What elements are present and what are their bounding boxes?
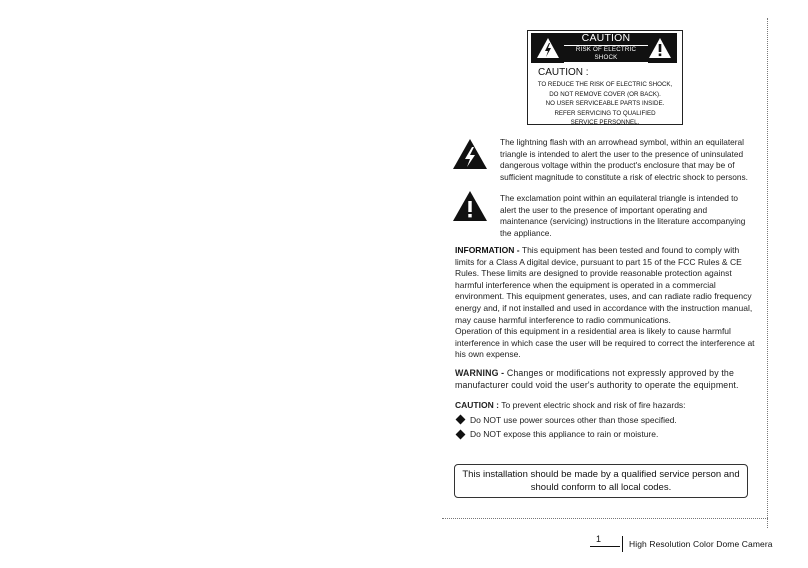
caution-label-text-line: TO REDUCE THE RISK OF ELECTRIC SHOCK,	[537, 81, 673, 88]
information-body: This equipment has been tested and found to comply with limits for a Class A digital device, pursuant to part 15 of the FCC Rules & CE Rules. These limits are designed to provide reasonable protection against harmful interference when the equipment is operated in a commercial environment. This equipment generates, uses, and can radiate radio frequency energy and, if not installed and used in accordance with the instruction manual, may cause harmful interference to radio communications.	[455, 245, 753, 325]
lightning-triangle-icon	[452, 138, 488, 170]
exclamation-symbol-description: The exclamation point within an equilateral triangle is intended to alert the user to the presence of important operating and maintenance (servicing) instructions in the literature accompanying the appliance.	[500, 193, 746, 238]
diamond-bullet-icon	[456, 415, 466, 425]
caution-bullet	[455, 413, 755, 428]
bottom-dotted-line	[442, 518, 768, 519]
diamond-bullet-icon	[456, 429, 466, 439]
footer-title: High Resolution Color Dome Camera	[629, 539, 773, 549]
lightning-triangle-icon	[536, 37, 560, 59]
caution-label-header-text: CAUTION	[581, 32, 631, 44]
warning-body: Changes or modifications not expressly approved by the manufacturer could void the user's authority to operate the equipment.	[455, 368, 739, 391]
caution-bullet-text: Do NOT use power sources other than those specified.	[470, 414, 677, 425]
caution-label-text-line: REFER SERVICING TO QUALIFIED	[554, 109, 656, 117]
caution-label-title: CAUTION :	[538, 67, 589, 78]
lightning-symbol-description: The lightning flash with an arrowhead symbol, within an equilateral triangle is intended to alert the user to the presence of uninsulated dangerous voltage within the product's enclosure that may be of sufficient magnitude to constitute a risk of electric shock to persons.	[500, 137, 748, 182]
footer-divider	[622, 536, 623, 552]
warning-paragraph	[455, 367, 755, 392]
caution-label-line2: DO NOT OPEN	[583, 63, 629, 70]
installation-notice-box	[454, 464, 748, 498]
information-paragraph	[455, 245, 755, 361]
caution-label-lines	[528, 80, 682, 128]
page-number: 1	[596, 534, 602, 544]
caution-section	[455, 398, 755, 442]
caution-intro	[455, 398, 755, 413]
caution-label-text-line: DO NOT REMOVE COVER (OR BACK).	[549, 90, 661, 98]
caution-lead: CAUTION :	[455, 400, 502, 410]
page-edge-dotted-line	[767, 18, 768, 528]
exclamation-triangle-icon	[648, 37, 672, 59]
caution-bullet	[455, 427, 755, 442]
caution-bullet-text: Do NOT expose this appliance to rain or moisture.	[470, 429, 659, 439]
caution-body: To prevent electric shock and risk of fire hazards:	[501, 400, 686, 410]
warning-lead: WARNING -	[455, 368, 507, 378]
exclamation-triangle-icon	[452, 190, 488, 222]
page-number-underline	[590, 546, 620, 547]
caution-label-line1: RISK OF ELECTRIC SHOCK	[564, 45, 648, 63]
notice-line-2: should conform to all local codes.	[530, 482, 672, 493]
caution-label	[527, 30, 683, 125]
information-body-2: Operation of this equipment in a residential area is likely to cause harmful interference in which case the user will be required to correct the interference at his own expense.	[455, 326, 755, 360]
notice-line-1: This installation should be made by a qualified service person and	[462, 469, 740, 480]
caution-label-text-line: SERVICE PERSONNEL.	[570, 119, 640, 126]
caution-label-text-line: NO USER SERVICEABLE PARTS INSIDE.	[545, 100, 665, 107]
caution-label-header	[531, 32, 677, 70]
information-lead: INFORMATION -	[455, 245, 522, 255]
